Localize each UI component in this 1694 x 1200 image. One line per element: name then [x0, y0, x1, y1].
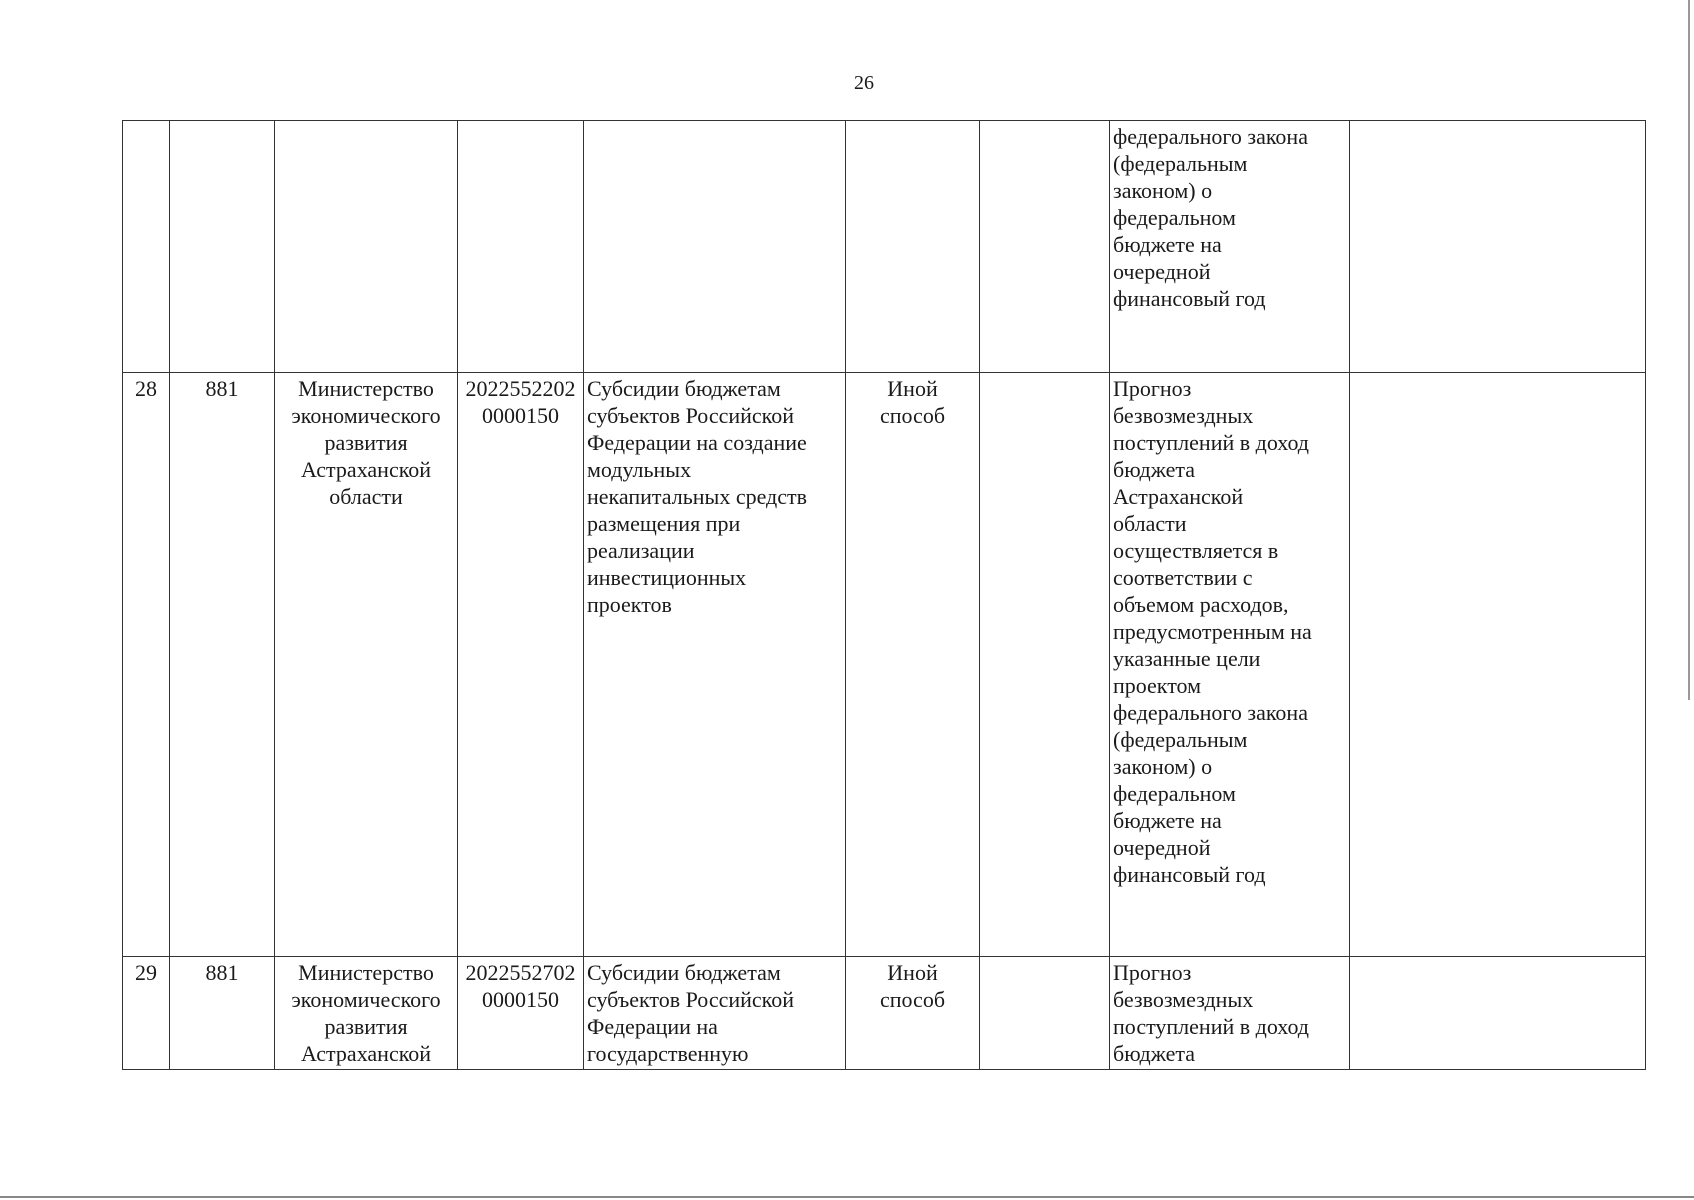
formula-cell — [980, 121, 1110, 373]
cell-text-line: бюджете на — [1113, 808, 1222, 833]
cell-text-line: Астраханской — [1113, 484, 1244, 509]
forecast-method-cell — [846, 121, 980, 373]
row-number-cell — [123, 121, 170, 373]
cell-text-line: Министерство — [298, 960, 434, 985]
cell-text-line: государственную — [587, 1041, 749, 1066]
cell-text-line: модульных — [587, 457, 692, 482]
cell-text-line: поступлений в доход — [1113, 430, 1310, 455]
row-number-cell: 29 — [123, 957, 170, 1070]
cell-text-line: очередной — [1113, 259, 1211, 284]
method-description-cell — [1110, 373, 1350, 957]
notes-cell — [1350, 957, 1646, 1070]
table-row — [123, 373, 1646, 957]
cell-text-line: экономического — [291, 403, 441, 428]
cell-text-line: бюджета — [1113, 457, 1196, 482]
revenue-name-cell — [584, 957, 846, 1070]
cell-text-line: размещения при — [587, 511, 741, 536]
cell-text-line: осуществляется в — [1113, 538, 1279, 563]
method-description-cell — [1110, 121, 1350, 373]
cell-text-line: субъектов Российской — [587, 403, 795, 428]
table-row — [123, 957, 1646, 1070]
cell-text-line: субъектов Российской — [587, 987, 795, 1012]
admin-code-cell: 881 — [170, 957, 275, 1070]
admin-code-cell: 881 — [170, 373, 275, 957]
cell-text-line: проектом — [1113, 673, 1202, 698]
notes-cell — [1350, 121, 1646, 373]
cell-text-line: (федеральным — [1113, 151, 1248, 176]
administrator-name-cell — [275, 121, 458, 373]
cell-text-line: федеральном — [1113, 781, 1236, 806]
cell-text-line: 0000150 — [482, 987, 559, 1012]
cell-text-line: законом) о — [1113, 754, 1213, 779]
forecast-method-cell — [846, 373, 980, 957]
admin-code-cell — [170, 121, 275, 373]
cell-text-line: Министерство — [298, 376, 434, 401]
cell-text-line: способ — [879, 403, 946, 428]
administrator-name-cell — [275, 957, 458, 1070]
cell-text-line: 2022552702 — [465, 960, 576, 985]
cell-text-line: Прогноз — [1113, 960, 1192, 985]
cell-text-line: проектов — [587, 592, 672, 617]
cell-text-line: Федерации на создание — [587, 430, 807, 455]
cell-text-line: финансовый год — [1113, 286, 1266, 311]
cell-text-line: 2022552202 — [465, 376, 576, 401]
cell-text-line: развития — [324, 1014, 408, 1039]
cell-text-line: объемом расходов, — [1113, 592, 1289, 617]
cell-text-line: экономического — [291, 987, 441, 1012]
cell-text-line: безвозмездных — [1113, 987, 1254, 1012]
cell-text-line: (федеральным — [1113, 727, 1248, 752]
scan-right-edge — [1688, 0, 1690, 700]
cell-text-line: указанные цели — [1113, 646, 1261, 671]
formula-cell — [980, 373, 1110, 957]
cell-text-line: бюджете на — [1113, 232, 1222, 257]
cell-text-line: Субсидии бюджетам — [587, 960, 781, 985]
cell-text-line: соответствии с — [1113, 565, 1253, 590]
cell-text-line: предусмотренным на — [1113, 619, 1312, 644]
cell-text-line: финансовый год — [1113, 862, 1266, 887]
cell-text-line: федерального закона — [1113, 700, 1308, 725]
cell-text-line: Прогноз — [1113, 376, 1192, 401]
cell-text-line: Астраханской — [300, 1041, 432, 1066]
administrator-name-cell — [275, 373, 458, 957]
cell-text-line: Субсидии бюджетам — [587, 376, 781, 401]
cell-text-line: инвестиционных — [587, 565, 747, 590]
cell-text-line: реализации — [587, 538, 695, 563]
cell-text-line: развития — [324, 430, 408, 455]
cell-text-line: 0000150 — [482, 403, 559, 428]
cell-text-line: некапитальных средств — [587, 484, 808, 509]
revenue-table — [122, 120, 1646, 1070]
revenue-name-cell — [584, 121, 846, 373]
cell-text-line: Федерации на — [587, 1014, 718, 1039]
cell-text-line: очередной — [1113, 835, 1211, 860]
budget-code-cell — [458, 373, 584, 957]
table-row — [123, 121, 1646, 373]
page-number: 26 — [854, 72, 874, 94]
cell-text-line: законом) о — [1113, 178, 1213, 203]
budget-code-cell — [458, 957, 584, 1070]
forecast-method-cell — [846, 957, 980, 1070]
cell-text-line: безвозмездных — [1113, 403, 1254, 428]
cell-text-line: Иной — [887, 376, 938, 401]
budget-code-cell — [458, 121, 584, 373]
revenue-name-cell — [584, 373, 846, 957]
cell-text-line: области — [1113, 511, 1187, 536]
row-number-cell: 28 — [123, 373, 170, 957]
cell-text-line: Иной — [887, 960, 938, 985]
notes-cell — [1350, 373, 1646, 957]
cell-text-line: области — [329, 484, 403, 509]
cell-text-line: федеральном — [1113, 205, 1236, 230]
scan-bottom-rule — [0, 1196, 1694, 1198]
cell-text-line: поступлений в доход — [1113, 1014, 1310, 1039]
cell-text-line: федерального закона — [1113, 124, 1308, 149]
method-description-cell — [1110, 957, 1350, 1070]
cell-text-line: способ — [879, 987, 946, 1012]
cell-text-line: бюджета — [1113, 1041, 1196, 1066]
cell-text-line: Астраханской — [300, 457, 432, 482]
formula-cell — [980, 957, 1110, 1070]
table-body — [123, 121, 1646, 1070]
